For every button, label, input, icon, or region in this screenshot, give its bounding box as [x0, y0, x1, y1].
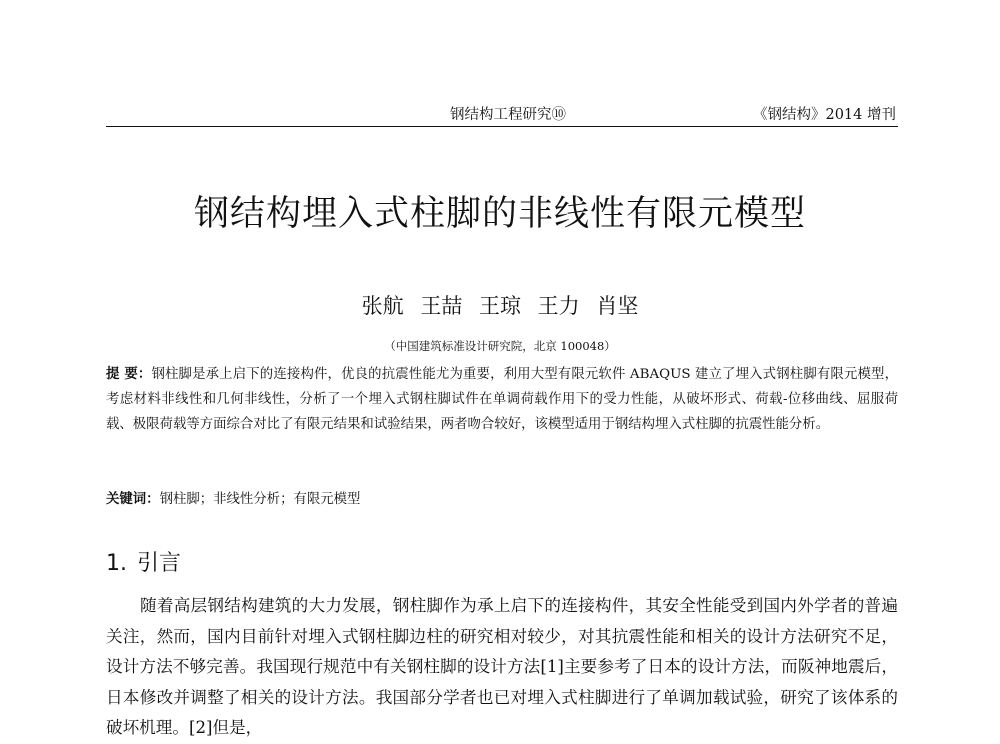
keywords [106, 487, 898, 512]
abstract-text: 钢柱脚是承上启下的连接构件，优良的抗震性能尤为重要，利用大型有限元软件 ABAQUS 建立了埋入式钢柱脚有限元模型，考虑材料非线性和几何非线性，分析了一个埋入式钢柱脚试件在单调荷载作用下的受力性能，从破坏形式、荷载-位移曲线、屈服荷载、极限荷载等方面综合对比了有限元结果和试验结果，两者吻合较好，该模型适用于钢结构埋入式柱脚的抗震性能分析。 [106, 367, 898, 432]
abstract [106, 362, 898, 437]
section-heading-introduction [106, 546, 181, 577]
introduction-paragraph: 随着高层钢结构建筑的大力发展，钢柱脚作为承上启下的连接构件，其安全性能受到国内外学者的普遍关注，然而，国内目前针对埋入式钢柱脚边柱的研究相对较少，对其抗震性能和相关的设计方法研究不足，设计方法不够完善。我国现行规范中有关钢柱脚的设计方法[1]主要参考了日本的设计方法，而阪神地震后，日本修改并调整了相关的设计方法。我国部分学者也已对埋入式柱脚进行了单调加载试验，研究了该体系的破坏机理。[2]但是， [106, 596, 898, 737]
keywords-label: 关键词： [106, 492, 160, 507]
section-number: 1. [106, 551, 127, 576]
running-header [106, 100, 898, 127]
paper-title: 钢结构埋入式柱脚的非线性有限元模型 [193, 194, 806, 234]
keywords-text: 钢柱脚；非线性分析；有限元模型 [159, 492, 361, 507]
section-title: 引言 [137, 551, 182, 576]
abstract-label: 提 要： [106, 367, 152, 382]
affiliation: （中国建筑标准设计研究院，北京 100048） [384, 339, 616, 353]
journal-series: 钢结构工程研究⑩ [450, 107, 566, 123]
journal-issue: 《钢结构》2014 增刊 [752, 107, 896, 123]
authors: 张航 王喆 王琼 王力 肖坚 [361, 294, 639, 318]
